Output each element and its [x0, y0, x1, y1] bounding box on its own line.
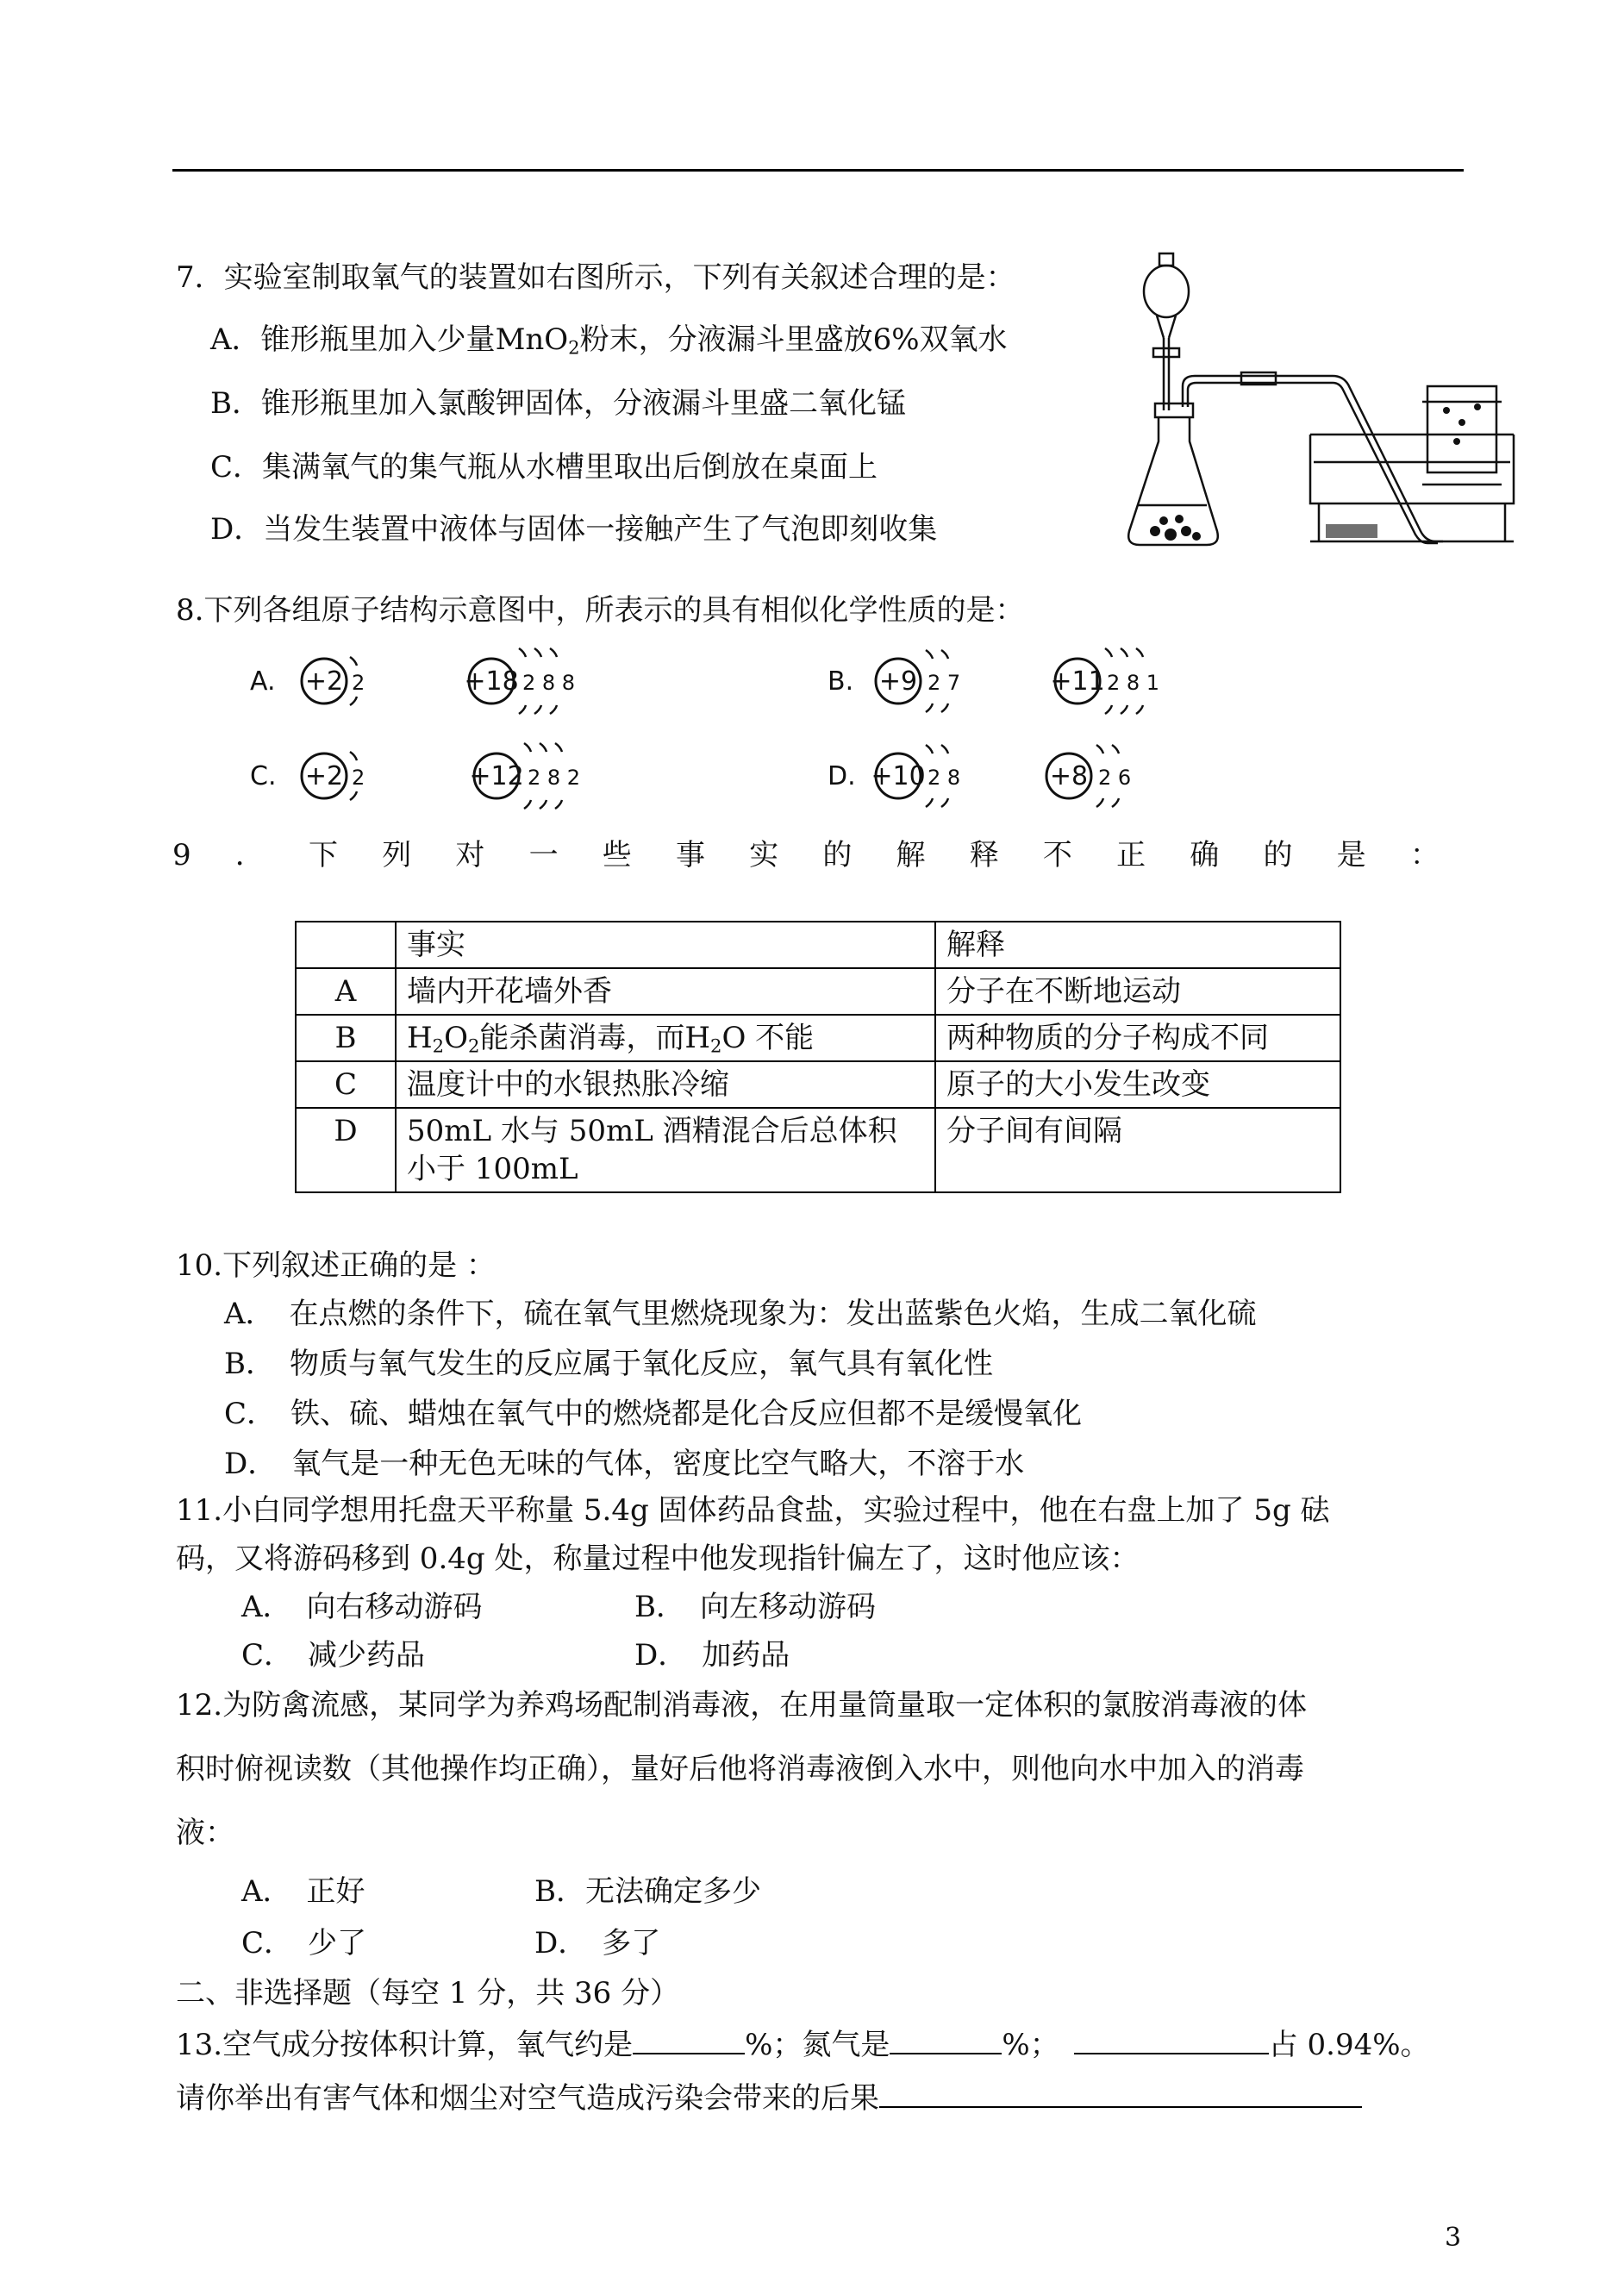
q12-line-3: 液： — [176, 1816, 234, 1850]
q8-label-d: D. — [828, 761, 856, 791]
q8-c-atom2-shells: 2 8 2 — [528, 766, 581, 790]
q12-option-d: D． 多了 — [534, 1926, 661, 1960]
q13-line-2: 请你举出有害气体和烟尘对空气造成污染会带来的后果 — [176, 2079, 1362, 2117]
table-row — [296, 968, 1340, 1015]
q8-a-atom2-shells: 2 8 8 — [522, 671, 576, 695]
header-rule — [172, 169, 1464, 172]
q7-option-a: A．锥形瓶里加入少量MnO$_2$粉末，分液漏斗里盛放6%双氧水 — [210, 322, 1008, 359]
q8-d-atom2-nucleus: +8 — [1049, 761, 1089, 791]
page-number: 3 — [1445, 2223, 1462, 2253]
q8-b-atom1-nucleus: +9 — [878, 666, 918, 697]
row-explain: 分子间有间隔 — [935, 1108, 1340, 1192]
q8-d-atom1-shells: 2 8 — [928, 766, 961, 790]
table-row — [296, 1015, 1340, 1061]
row-explain: 原子的大小发生改变 — [935, 1061, 1340, 1108]
row-key: B — [296, 1015, 396, 1061]
q10-option-a: A． 在点燃的条件下，硫在氧气里燃烧现象为：发出蓝紫色火焰，生成二氧化硫 — [224, 1297, 1257, 1331]
row-key: A — [296, 968, 396, 1015]
table-header-explain: 解释 — [935, 922, 1340, 968]
q8-c-atom2-nucleus: +12 — [469, 761, 524, 791]
q13-blank-nitrogen[interactable] — [890, 2027, 1002, 2054]
q13-blank-oxygen[interactable] — [633, 2027, 745, 2054]
row-fact: 墙内开花墙外香 — [396, 968, 935, 1015]
q11-option-c: C． 减少药品 — [241, 1638, 426, 1673]
q7-option-c: C．集满氧气的集气瓶从水槽里取出后倒放在桌面上 — [210, 450, 878, 485]
section-heading: 二、非选择题（每空 1 分，共 36 分） — [176, 1976, 680, 2010]
q10-stem: 10.下列叙述正确的是 ： — [176, 1248, 496, 1283]
q8-label-b: B. — [828, 666, 854, 697]
row-explain: 两种物质的分子构成不同 — [935, 1015, 1340, 1061]
q8-a-atom1-shells: 2 — [352, 671, 365, 695]
q9-stem: 9 ． 下 列 对 一 些 事 实 的 解 释 不 正 确 的 是 ： — [172, 838, 1440, 872]
table-row — [296, 1061, 1340, 1108]
q8-c-atom1-shells: 2 — [352, 766, 365, 790]
q8-a-atom2-nucleus: +18 — [464, 666, 519, 697]
oxygen-apparatus-illustration — [1121, 247, 1517, 557]
row-key: D — [296, 1108, 396, 1192]
q7-stem: 7．实验室制取氧气的装置如右图所示，下列有关叙述合理的是： — [176, 260, 1015, 295]
q13-blank-consequence[interactable] — [879, 2080, 1362, 2108]
q11-option-b: B． 向左移动游码 — [634, 1590, 876, 1624]
q8-c-atom1-nucleus: +2 — [304, 761, 344, 791]
q8-b-atom2-nucleus: +11 — [1050, 666, 1105, 697]
q12-option-a: A． 正好 — [241, 1874, 365, 1909]
table-row — [296, 922, 1340, 968]
q11-option-d: D． 加药品 — [634, 1638, 790, 1673]
atomic-structure-diagrams — [241, 629, 1215, 828]
q10-option-c: C． 铁、硫、蜡烛在氧气中的燃烧都是化合反应但都不是缓慢氧化 — [224, 1397, 1083, 1431]
q10-option-b: B． 物质与氧气发生的反应属于氧化反应，氧气具有氧化性 — [224, 1347, 993, 1381]
row-explain: 分子在不断地运动 — [935, 968, 1340, 1015]
q8-stem: 8.下列各组原子结构示意图中，所表示的具有相似化学性质的是： — [176, 593, 1025, 628]
q12-option-b: B．无法确定多少 — [534, 1874, 761, 1909]
table-row — [296, 1108, 1340, 1192]
q10-option-d: D． 氧气是一种无色无味的气体，密度比空气略大，不溶于水 — [224, 1447, 1025, 1481]
q8-label-c: C. — [250, 761, 277, 791]
q13-line-1: 13.空气成分按体积计算，氧气约是 %；氮气是 %； 占 0.94%。 — [176, 2028, 1430, 2062]
q7-option-d: D．当发生装置中液体与固体一接触产生了气泡即刻收集 — [210, 512, 938, 547]
row-fact: 50mL 水与 50mL 酒精混合后总体积小于 100mL — [396, 1108, 935, 1192]
row-fact: 温度计中的水银热胀冷缩 — [396, 1061, 935, 1108]
table-cell — [296, 922, 396, 968]
q12-option-c: C． 少了 — [241, 1926, 367, 1960]
q8-a-atom1-nucleus: +2 — [304, 666, 344, 697]
q11-line-2: 码，又将游码移到 0.4g 处，称量过程中他发现指针偏左了，这时他应该： — [176, 1541, 1140, 1576]
q8-label-a: A. — [250, 666, 276, 697]
q8-d-atom1-nucleus: +10 — [871, 761, 926, 791]
q12-line-1: 12.为防禽流感，某同学为养鸡场配制消毒液，在用量筒量取一定体积的氯胺消毒液的体 — [176, 1688, 1308, 1723]
q7-option-b: B．锥形瓶里加入氯酸钾固体，分液漏斗里盛二氧化锰 — [210, 386, 906, 421]
row-key: C — [296, 1061, 396, 1108]
q11-option-a: A． 向右移动游码 — [241, 1590, 483, 1624]
q9-facts-table — [295, 921, 1341, 1193]
q8-b-atom1-shells: 2 7 — [928, 671, 961, 695]
q8-b-atom2-shells: 2 8 1 — [1107, 671, 1160, 695]
q8-d-atom2-shells: 2 6 — [1098, 766, 1132, 790]
row-fact: $H_2O_2$能杀菌消毒，而$H_2O$ 不能 — [396, 1015, 935, 1061]
q11-line-1: 11.小白同学想用托盘天平称量 5.4g 固体药品食盐，实验过程中，他在右盘上加了 5g 砝 — [176, 1493, 1330, 1528]
q13-blank-noble-gas[interactable] — [1074, 2027, 1269, 2054]
table-header-fact: 事实 — [396, 922, 935, 968]
q12-line-2: 积时俯视读数（其他操作均正确），量好后他将消毒液倒入水中，则他向水中加入的消毒 — [176, 1752, 1304, 1786]
